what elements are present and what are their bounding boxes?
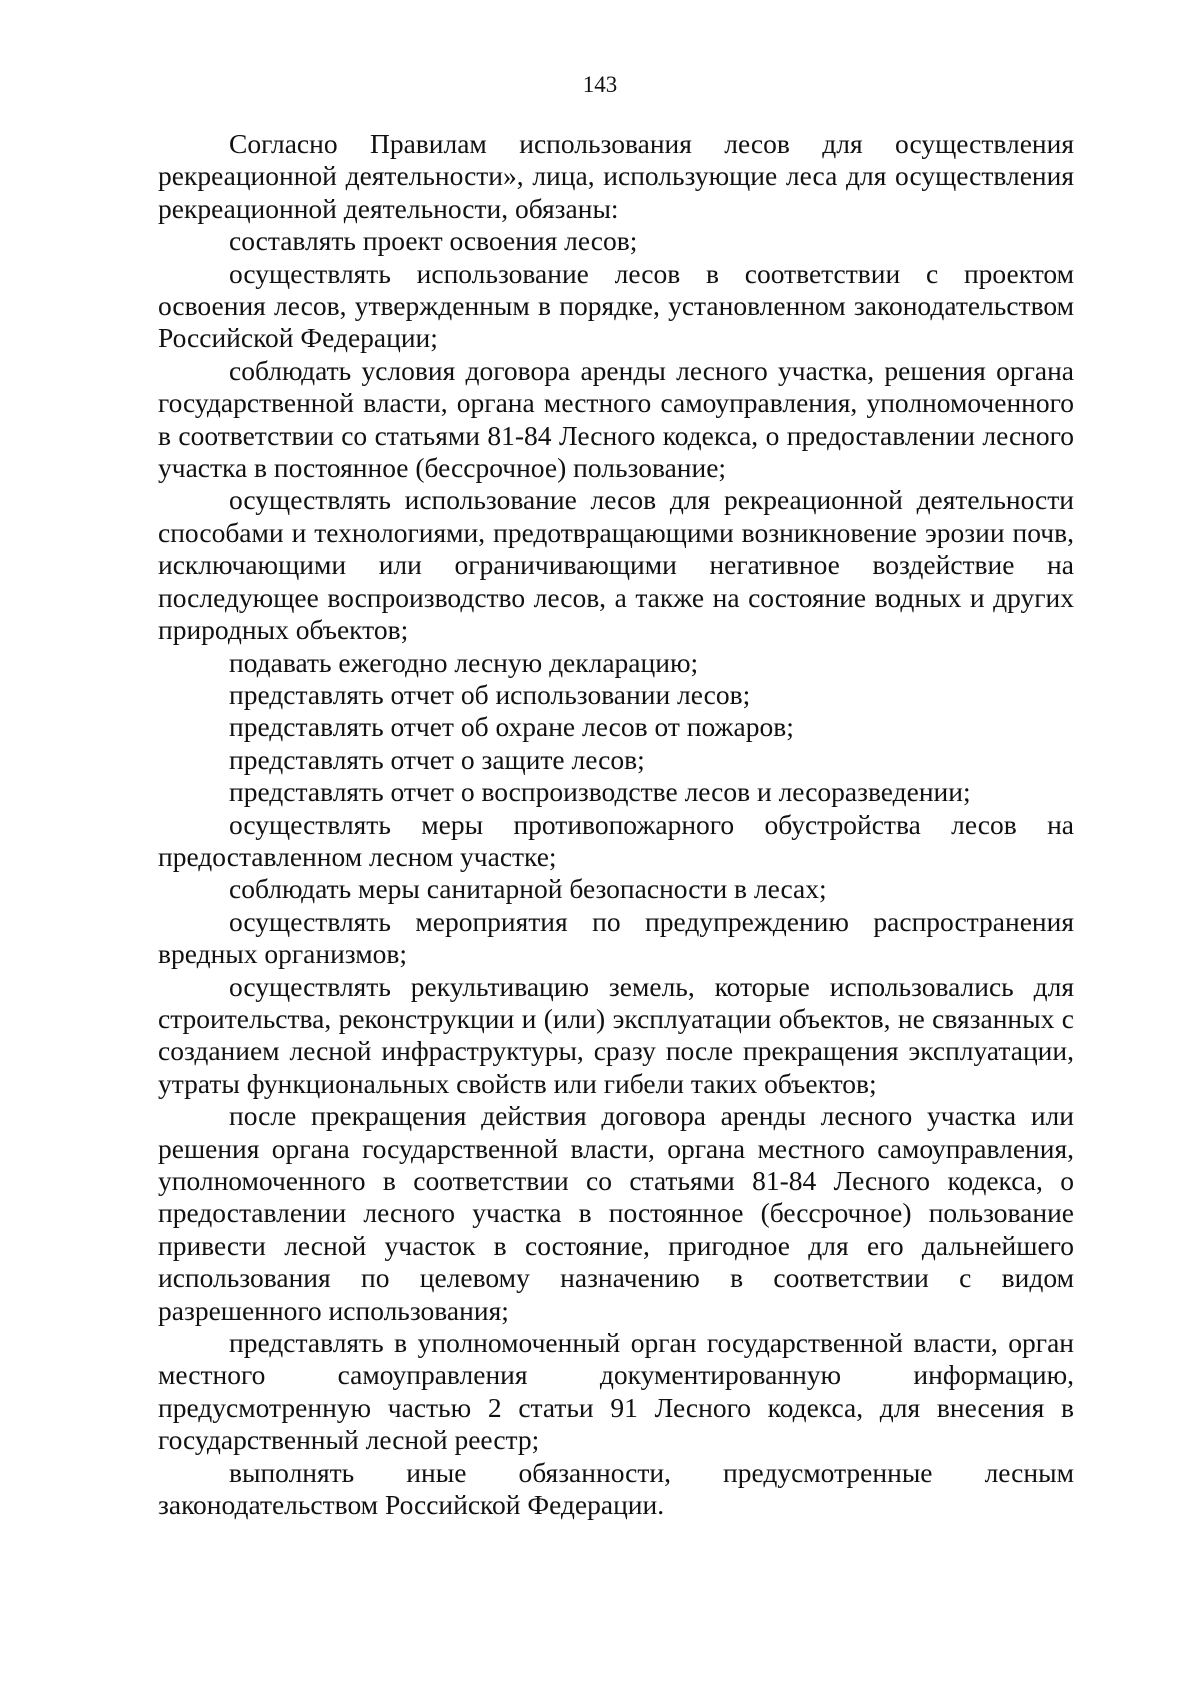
obligation-item: соблюдать условия договора аренды лесного участка, решения органа государственной власти, органа местного самоуправления, уполномоченного в соответствии со статьями 81-84 Лесного кодекса, о предоставлении лесного участка в постоянное (бессрочное) пользование; [158, 354, 1074, 484]
obligation-item: после прекращения действия договора аренды лесного участка или решения органа государственной власти, органа местного самоуправления, уполномоченного в соответствии со статьями 81-84 Лесного кодекса, о предоставлении лесного участка в постоянное (бессрочное) пользование привести лесной участок в состояние, пригодное для его дальнейшего использования по целевому назначению в соответствии с видом разрешенного использования; [158, 1100, 1074, 1326]
obligation-item: подавать ежегодно лесную декларацию; [229, 646, 699, 678]
document-body [158, 128, 1074, 1521]
obligation-item: выполнять иные обязанности, предусмотренные лесным законодательством Российской Федерации. [158, 1456, 1074, 1521]
obligation-item: представлять отчет об охране лесов от пожаров; [229, 711, 794, 743]
obligation-item: составлять проект освоения лесов; [229, 225, 638, 257]
obligation-item: представлять отчет об использовании лесов; [229, 678, 751, 710]
obligation-item: осуществлять использование лесов в соответствии с проектом освоения лесов, утвержденным в порядке, установленном законодательством Российской Федерации; [158, 257, 1074, 354]
obligation-item: осуществлять рекультивацию земель, которые использовались для строительства, реконструкции и (или) эксплуатации объектов, не связанных с созданием лесной инфраструктуры, сразу после прекращения эксплуатации, утраты функциональных свойств или гибели таких объектов; [158, 970, 1074, 1099]
page-number: 143 [582, 72, 618, 97]
obligation-item: представлять отчет о защите лесов; [229, 743, 645, 775]
obligation-item: осуществлять меры противопожарного обустройства лесов на предоставленном лесном участке; [158, 808, 1074, 872]
paragraph-intro: Согласно Правилам использования лесов для осуществления рекреационной деятельности», лица, использующие леса для осуществления рекреационной деятельности, обязаны: [158, 128, 1074, 224]
obligation-item: представлять в уполномоченный орган государственной власти, орган местного самоуправления документированную информацию, предусмотренную частью 2 статьи 91 Лесного кодекса, для внесения в государственный лесной реестр; [158, 1327, 1074, 1456]
obligation-item: представлять отчет о воспроизводстве лесов и лесоразведении; [229, 776, 971, 808]
obligation-item: соблюдать меры санитарной безопасности в лесах; [229, 873, 827, 905]
obligation-item: осуществлять мероприятия по предупреждению распространения вредных организмов; [158, 905, 1074, 970]
obligation-item: осуществлять использование лесов для рекреационной деятельности способами и технологиями, предотвращающими возникновение эрозии почв, исключающими или ограничивающими негативное воздействие на последующее воспроизводство лесов, а также на состояние водных и других природных объектов; [158, 484, 1074, 646]
